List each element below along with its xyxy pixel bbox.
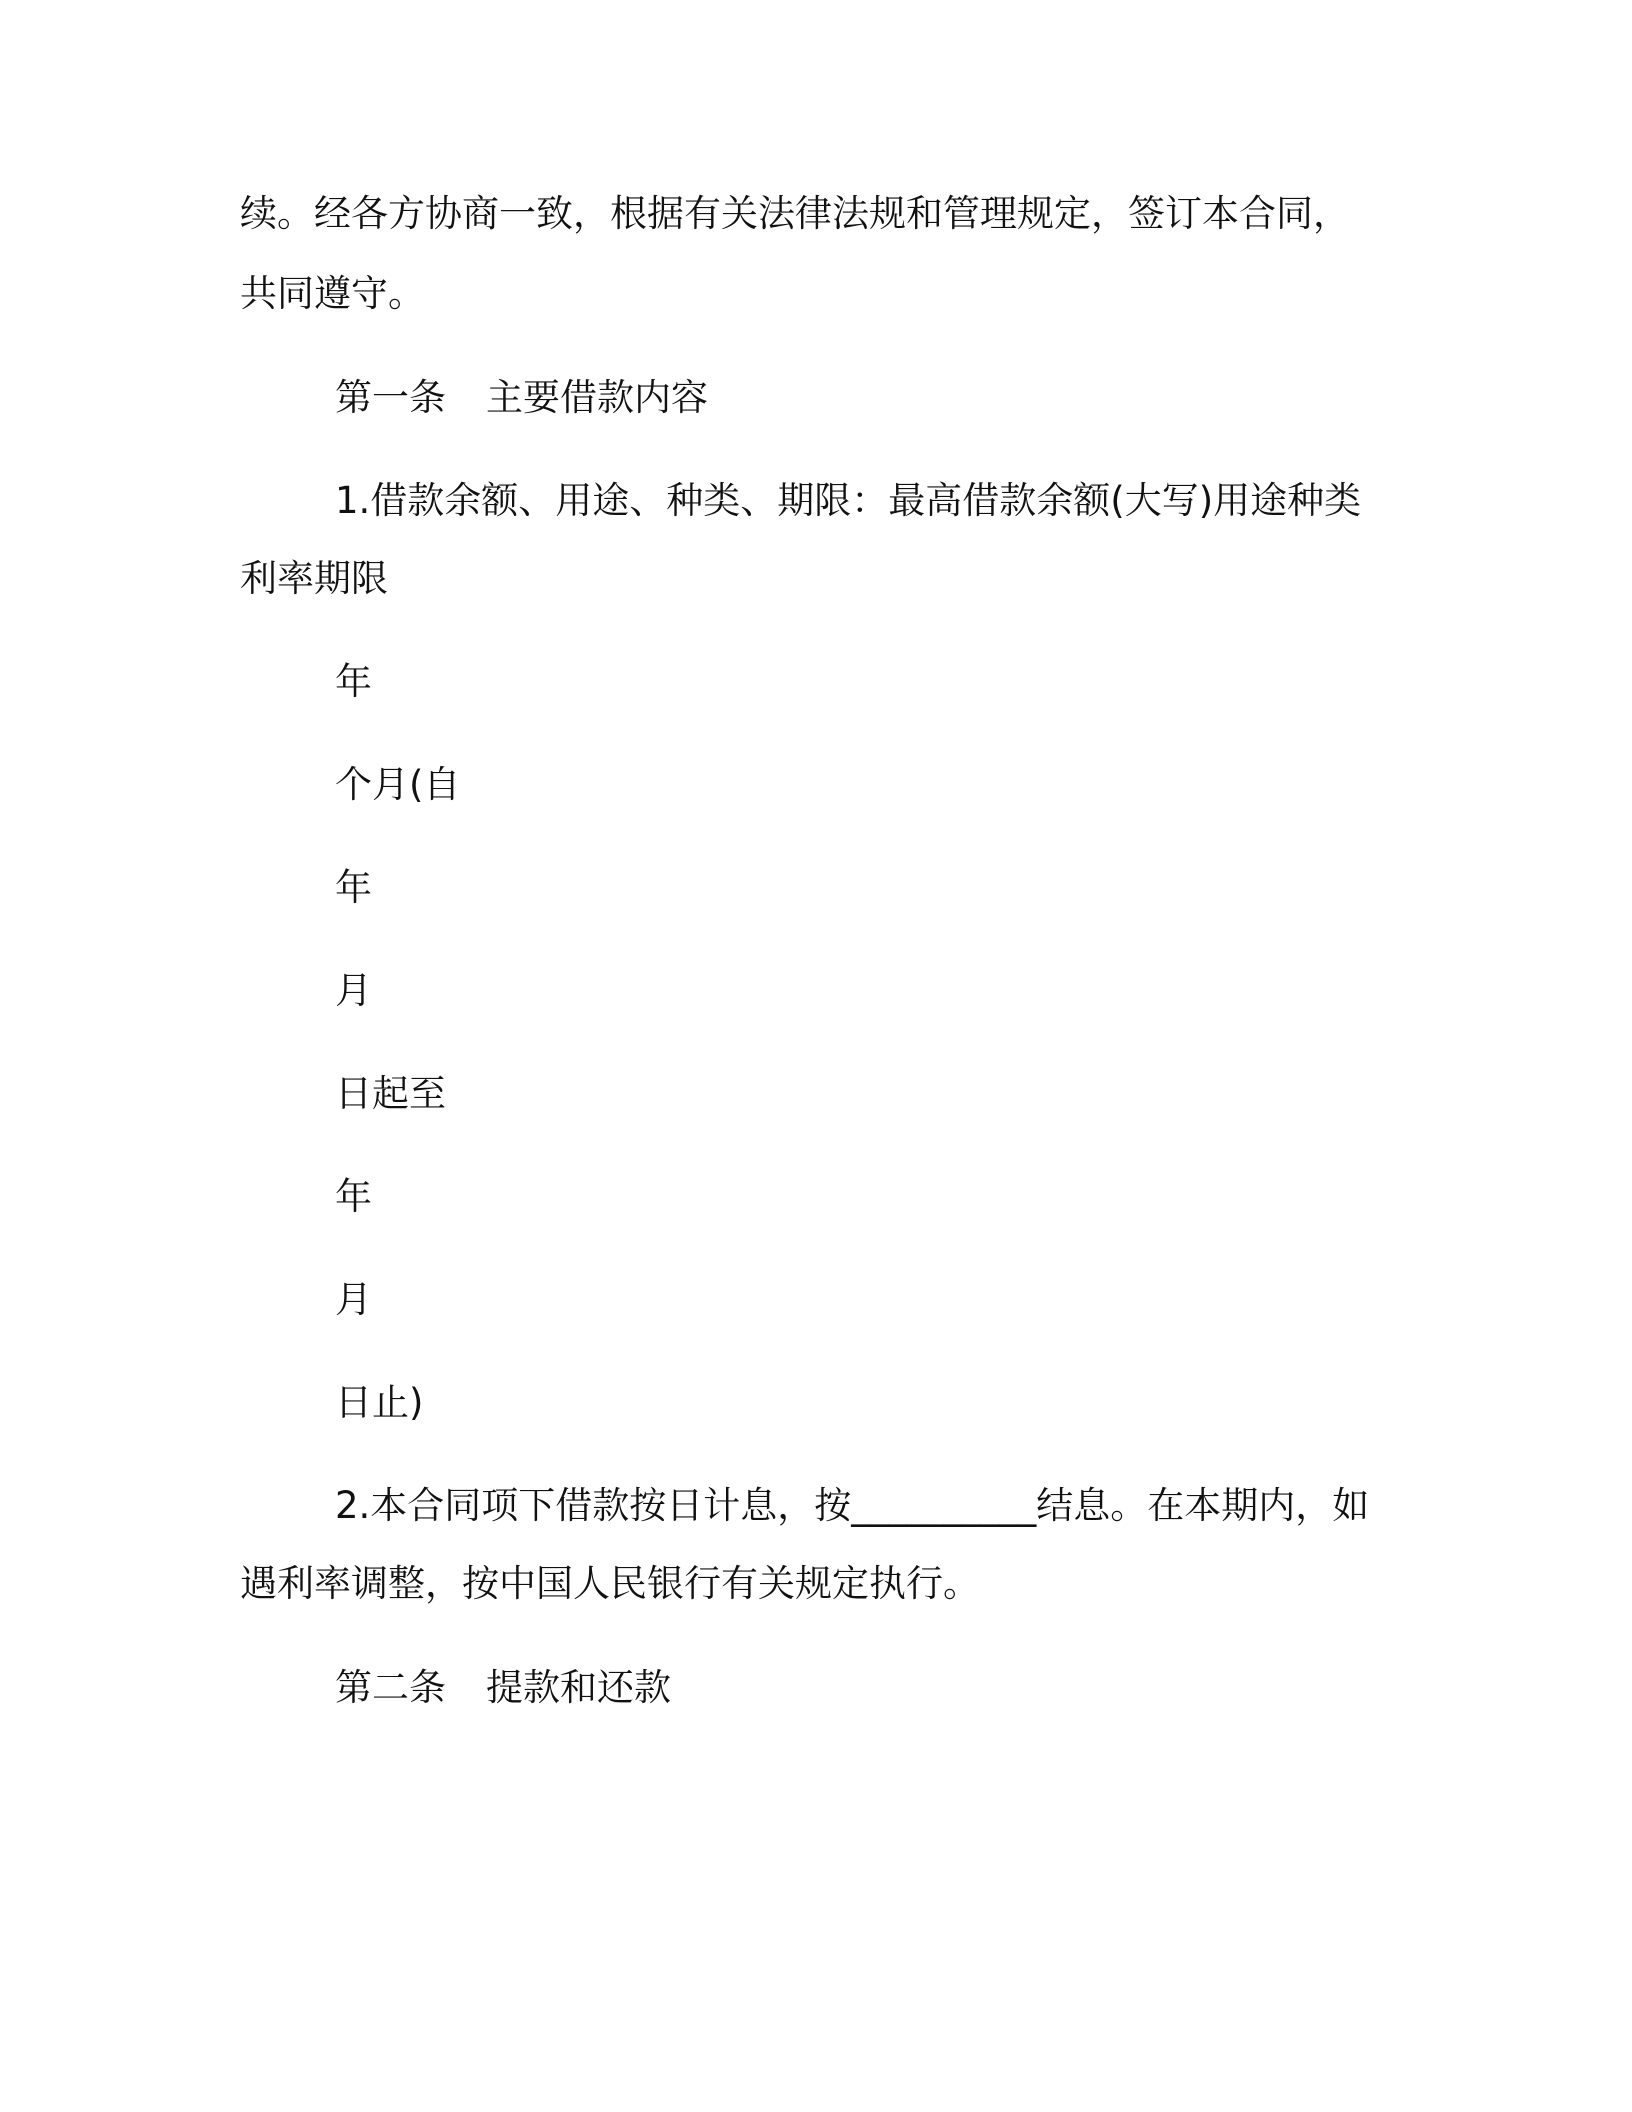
article-number: 第一条 <box>335 376 446 419</box>
paragraph-line: 1.借款余额、用途、种类、期限：最高借款余额(大写)用途种类 <box>335 479 1362 522</box>
paragraph-line: 2.本合同项下借款按日计息，按__________结息。在本期内，如 <box>335 1484 1370 1527</box>
paragraph-line: 年 <box>335 866 372 909</box>
paragraph-line: 日起至 <box>335 1072 446 1115</box>
article-heading <box>335 1662 1405 1714</box>
paragraph-line: 利率期限 <box>240 557 388 600</box>
paragraph-line: 遇利率调整，按中国人民银行有关规定执行。 <box>240 1562 980 1605</box>
article-number: 第二条 <box>335 1666 446 1709</box>
article-title: 主要借款内容 <box>486 376 708 419</box>
article-title: 提款和还款 <box>486 1666 671 1709</box>
paragraph-line: 月 <box>335 1278 372 1321</box>
paragraph-line: 年 <box>335 1175 372 1218</box>
paragraph-line: 月 <box>335 969 372 1012</box>
paragraph-line: 个月(自 <box>335 763 461 806</box>
paragraph-line: 年 <box>335 660 372 703</box>
paragraph-line: 日止) <box>335 1381 424 1424</box>
article-heading <box>335 372 1405 424</box>
paragraph-line: 共同遵守。 <box>240 272 425 315</box>
paragraph-line: 续。经各方协商一致，根据有关法律法规和管理规定，签订本合同， <box>240 192 1350 235</box>
